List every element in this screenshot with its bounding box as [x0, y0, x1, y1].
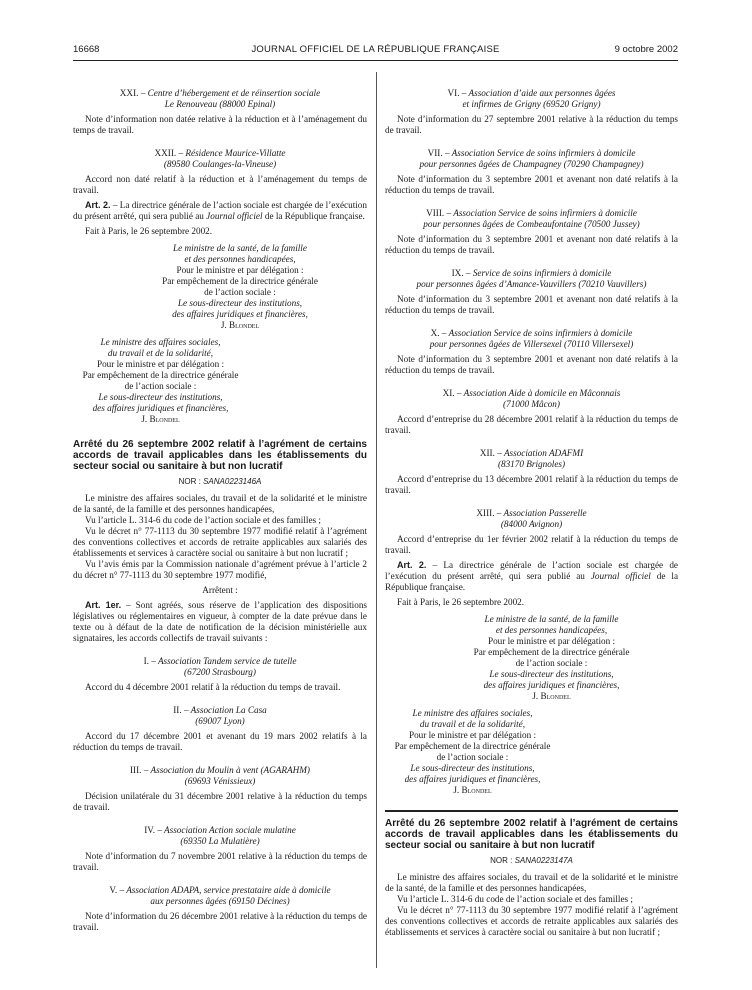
section-note: Note d’information non datée relative à la réduction et à l’aménagement du temps de travail. — [73, 114, 367, 135]
heading-line: – Centre d’hébergement et de réinsertion sociale — [140, 88, 321, 98]
signature-line: de l’action sociale : — [124, 381, 197, 391]
heading-line: (69350 La Mulatière) — [180, 836, 260, 846]
header-rule — [73, 60, 678, 61]
article-2 — [73, 200, 367, 222]
journal-reference: Journal officiel — [590, 571, 651, 581]
heading-line: – Association La Casa — [183, 705, 267, 715]
heading-line: (67200 Strasbourg) — [184, 667, 256, 677]
signature-line: des affaires juridiques et financières, — [172, 309, 308, 319]
preamble: Le ministre des affaires sociales, du travail et de la solidarité et le ministre de la santé, de la famille et des personnes handicapées, — [385, 872, 678, 893]
signature-line: Le ministre des affaires sociales, — [412, 708, 533, 718]
arretent: Arrêtent : — [202, 585, 238, 595]
section-number: VII. — [427, 148, 443, 158]
section-note: Accord d’entreprise du 13 décembre 2001 relatif à la réduction du temps de travail. — [385, 474, 678, 495]
section-number: IV. — [144, 825, 156, 835]
section-heading-ix — [385, 268, 678, 290]
section-note: Accord du 4 décembre 2001 relatif à la réduction du temps de travail. — [85, 682, 341, 692]
nor-code: SANA0223147A — [514, 856, 573, 865]
heading-line: – Association du Moulin à vent (AGARAHM) — [143, 765, 310, 775]
preamble: Le ministre des affaires sociales, du travail et de la solidarité et le ministre de la santé, de la famille et des personnes handicapées, — [73, 493, 367, 514]
nor-reference — [73, 476, 367, 487]
page-header — [73, 44, 678, 58]
heading-line: – Association Tandem service de tutelle — [151, 656, 297, 666]
heading-line: – Association Service de soins infirmiers à domicile — [446, 208, 637, 218]
section-note: Note d’information du 27 septembre 2001 relative à la réduction du temps de travail. — [385, 114, 678, 135]
heading-line: – Association Service de soins infirmiers à domicile — [441, 328, 633, 338]
article-text: – La directrice générale de l’action sociale est chargée de l’exécution du présent arrêté, qui sera publié au — [385, 560, 679, 581]
signature-line: Le sous-directeur des institutions, — [489, 669, 614, 679]
issue-date: 9 octobre 2002 — [614, 44, 678, 55]
signature-line: Pour le ministre et par délégation : — [176, 265, 304, 275]
column-divider — [376, 72, 377, 968]
article-1 — [73, 600, 367, 644]
signature-block-sante — [113, 243, 367, 331]
section-number: V. — [109, 885, 118, 895]
signature-line: Pour le ministre et par délégation : — [408, 730, 537, 740]
section-note: Note d’information du 3 septembre 2001 et avenant non daté relatifs à la réduction du temps de travail. — [385, 234, 678, 255]
section-note: Note d’information du 7 novembre 2001 relative à la réduction du temps de travail. — [73, 851, 367, 872]
heading-line: pour personnes âgées de Combeaufontaine (70500 Jussey) — [423, 219, 640, 229]
section-number: VI. — [447, 88, 460, 98]
signature-line: Pour le ministre et par délégation : — [96, 359, 225, 369]
section-note: Accord d’entreprise du 28 décembre 2001 relatif à la réduction du temps de travail. — [385, 414, 678, 435]
fait-a-paris: Fait à Paris, le 26 septembre 2002. — [85, 226, 213, 236]
heading-line: pour personnes âgées de Villersexel (70110 Villersexel) — [429, 339, 634, 349]
signature-line: Par empêchement de la directrice générale — [162, 276, 318, 286]
heading-line: (69693 Vénissieux) — [184, 776, 256, 786]
section-number: XI. — [442, 388, 455, 398]
section-note: Décision unilatérale du 31 décembre 2001 relative à la réduction du temps de travail. — [73, 791, 367, 812]
signature-line: Le sous-directeur des institutions, — [177, 298, 303, 308]
section-note: Accord du 17 décembre 2001 et avenant du 19 mars 2002 relatifs à la réduction du temps de travail. — [73, 731, 367, 752]
signature-line: Le sous-directeur des institutions, — [410, 763, 535, 773]
signatory-name: J. Blondel — [141, 414, 180, 424]
signature-block-sante — [425, 614, 678, 702]
section-number: II. — [173, 705, 182, 715]
visa: Vu le décret n° 77-1113 du 30 septembre 1977 modifié relatif à l’agrément des conventions collectives et accords de retraite applicables aux salariés des établissements et services à caractère social ou sanitaire à but non lucratif ; — [73, 526, 367, 558]
section-number: VIII. — [426, 208, 445, 218]
fait-a-paris: Fait à Paris, le 26 septembre 2002. — [397, 597, 525, 607]
section-heading-v — [73, 885, 367, 907]
visa: Vu l’article L. 314-6 du code de l’action sociale et des familles ; — [85, 515, 321, 525]
signature-block-affaires-sociales — [73, 337, 248, 425]
nor-code: SANA0223146A — [203, 477, 262, 486]
heading-line: aux personnes âgées (69150 Décines) — [150, 896, 290, 906]
section-number: XXII. — [154, 148, 177, 158]
section-number: X. — [430, 328, 440, 338]
section-number: XII. — [479, 448, 495, 458]
section-heading-ii — [73, 705, 367, 727]
section-heading-i — [73, 656, 367, 678]
arrete-title: Arrêté du 26 septembre 2002 relatif à l’agrément de certains accords de travail applicables dans les établissements du secteur social ou sanitaire à but non lucratif — [385, 818, 678, 851]
section-note: Note d’information du 3 septembre 2001 et avenant non daté relatifs à la réduction du temps de travail. — [385, 294, 678, 315]
article-label: Art. 1er. — [85, 600, 122, 610]
visa: Vu le décret n° 77-1113 du 30 septembre 1977 modifié relatif à l’agrément des conventions collectives et accords de retraite applicables aux salariés des établissements et services à caractère social ou sanitaire à but non lucratif ; — [385, 905, 678, 937]
section-heading-iii — [73, 765, 367, 787]
signature-line: et des personnes handicapées, — [495, 625, 608, 635]
heading-line: – Association ADAPA, service prestataire aide à domicile — [119, 885, 331, 895]
signatory-name: J. Blondel — [453, 785, 492, 795]
nor-reference — [385, 855, 678, 866]
visa: Vu l’avis émis par la Commission nationale d’agrément prévue à l’article 2 du décret n° 77-1113 du 30 septembre 1977 modifié, — [73, 559, 367, 580]
right-column — [385, 88, 678, 938]
heading-line: pour personnes âgées de Champagney (70290 Champagney) — [419, 159, 644, 169]
section-number: XXI. — [119, 88, 139, 98]
section-number: IX. — [451, 268, 464, 278]
heading-line: et infirmes de Grigny (69520 Grigny) — [462, 99, 601, 109]
heading-line: Le Renouveau (88000 Epinal) — [164, 99, 276, 109]
heading-line: – Association ADAFMI — [497, 448, 584, 458]
arrete-title: Arrêté du 26 septembre 2002 relatif à l’agrément de certains accords de travail applicables dans les établissements du secteur social ou sanitaire à but non lucratif — [73, 439, 367, 472]
section-heading-xiii — [385, 508, 678, 530]
article-label: Art. 2. — [397, 560, 427, 570]
signature-line: Le sous-directeur des institutions, — [98, 392, 223, 402]
article-text: de la République française. — [264, 211, 365, 221]
section-heading-vii — [385, 148, 678, 170]
heading-line: – Association Passerelle — [496, 508, 587, 518]
journal-title: JOURNAL OFFICIEL DE LA RÉPUBLIQUE FRANÇAISE — [251, 44, 500, 55]
section-heading-xxi — [73, 88, 367, 110]
heading-line: pour personnes âgées d’Amance-Vauvillers (70210 Vauvillers) — [416, 279, 647, 289]
section-note: Note d’information du 3 septembre 2001 et avenant non daté relatifs à la réduction du temps de travail. — [385, 174, 678, 195]
signature-line: du travail et de la solidarité, — [419, 719, 526, 729]
section-heading-viii — [385, 208, 678, 230]
section-heading-xii — [385, 448, 678, 470]
signature-line: Le ministre de la santé, de la famille — [484, 614, 619, 624]
arrete-separator-rule — [385, 810, 678, 812]
heading-line: – Résidence Maurice-Villatte — [178, 148, 286, 158]
heading-line: – Service de soins infirmiers à domicile — [465, 268, 612, 278]
article-text: – Sont agréés, sous réserve de l’application des dispositions législatives ou réglementaires en vigueur, à compter de la date prévue dans le texte ou à défaut de la date de notification de la décision ministérielle aux signataires, les accords collectifs de travail suivants : — [73, 600, 367, 643]
signature-line: de l’action sociale : — [436, 752, 509, 762]
journal-reference: Journal officiel — [206, 211, 263, 221]
section-heading-x — [385, 328, 678, 350]
heading-line: (89580 Coulanges-la-Vineuse) — [163, 159, 277, 169]
section-note: Accord non daté relatif à la réduction et à l’aménagement du temps de travail. — [73, 174, 367, 195]
signature-line: Par empêchement de la directrice générale — [394, 741, 551, 751]
heading-line: – Association Action sociale mulatine — [157, 825, 296, 835]
signature-line: Le ministre de la santé, de la famille — [173, 243, 307, 253]
article-label: Art. 2. — [85, 200, 111, 210]
section-number: XIII. — [476, 508, 495, 518]
signature-line: des affaires juridiques et financières, — [404, 774, 541, 784]
signature-line: des affaires juridiques et financières, — [92, 403, 229, 413]
heading-line: – Association Service de soins infirmiers à domicile — [444, 148, 636, 158]
signature-line: de l’action sociale : — [204, 287, 276, 297]
signature-line: du travail et de la solidarité, — [107, 348, 214, 358]
section-number: I. — [143, 656, 149, 666]
signature-line: Le ministre des affaires sociales, — [100, 337, 221, 347]
article-text: de la République française. — [385, 571, 679, 592]
heading-line: – Association Aide à domicile en Mâconnais — [456, 388, 621, 398]
heading-line: (83170 Brignoles) — [497, 459, 566, 469]
signature-line: des affaires juridiques et financières, — [483, 680, 620, 690]
signature-block-affaires-sociales — [385, 708, 560, 796]
signatory-name: J. Blondel — [532, 691, 571, 701]
section-note: Note d’information du 3 septembre 2001 et avenant non daté relatifs à la réduction du temps de travail. — [385, 354, 678, 375]
signature-line: Par empêchement de la directrice générale — [473, 647, 630, 657]
left-column — [73, 88, 367, 933]
section-note: Note d’information du 26 décembre 2001 relative à la réduction du temps de travail. — [73, 911, 367, 932]
heading-line: – Association d’aide aux personnes âgées — [461, 88, 616, 98]
signature-line: Pour le ministre et par délégation : — [487, 636, 616, 646]
nor-label: NOR : — [490, 856, 513, 865]
article-2 — [385, 560, 678, 593]
section-number: III. — [130, 765, 142, 775]
signature-line: Par empêchement de la directrice générale — [82, 370, 239, 380]
page-number: 16668 — [73, 44, 100, 55]
section-heading-iv — [73, 825, 367, 847]
heading-line: (84000 Avignon) — [500, 519, 563, 529]
section-heading-vi — [385, 88, 678, 110]
signature-line: de l’action sociale : — [515, 658, 588, 668]
signature-line: et des personnes handicapées, — [184, 254, 296, 264]
section-note: Accord d’entreprise du 1er février 2002 relatif à la réduction du temps de travail. — [385, 534, 678, 555]
visa: Vu l’article L. 314-6 du code de l’action sociale et des familles ; — [397, 894, 633, 904]
section-heading-xxii — [73, 148, 367, 170]
signatory-name: J. Blondel — [220, 320, 260, 330]
section-heading-xi — [385, 388, 678, 410]
nor-label: NOR : — [178, 477, 201, 486]
heading-line: (69007 Lyon) — [195, 716, 245, 726]
heading-line: (71000 Mâcon) — [503, 399, 560, 409]
article-text: – La directrice générale de l’action sociale est chargée de l’exécution du présent arrêté, qui sera publié au — [73, 200, 367, 221]
